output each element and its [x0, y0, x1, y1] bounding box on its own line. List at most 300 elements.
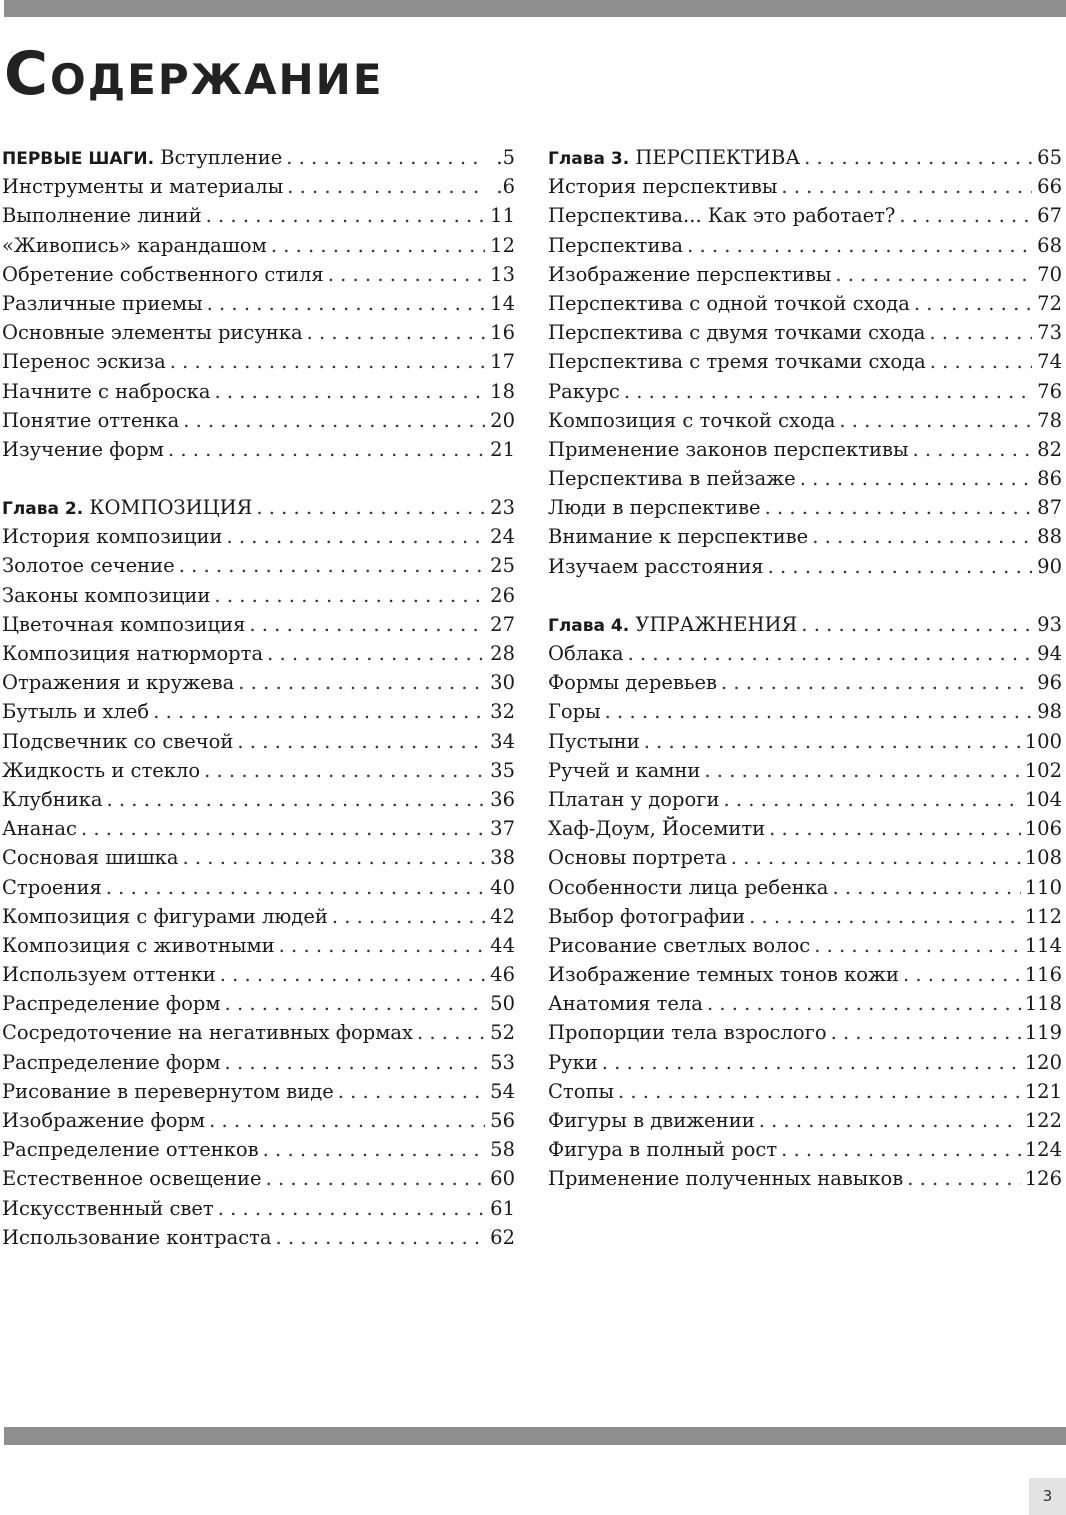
toc-entry[interactable]	[2, 1077, 515, 1106]
toc-entry[interactable]	[548, 1018, 1062, 1047]
entry-title-text: Выбор фотографии	[548, 904, 746, 928]
toc-entry[interactable]	[2, 318, 515, 347]
entry-title-text: Перспектива	[548, 233, 684, 257]
chapter-title: УПРАЖНЕНИЯ	[629, 612, 798, 636]
dot-leader	[723, 785, 1020, 814]
dot-leader	[781, 172, 1032, 201]
toc-entry[interactable]	[548, 1106, 1062, 1135]
toc-entry[interactable]	[2, 785, 515, 814]
toc-entry-title	[2, 347, 166, 376]
toc-entry-title	[2, 1018, 413, 1047]
entry-title-text: Перспектива с тремя точками схода	[548, 350, 926, 374]
dot-leader	[769, 814, 1021, 843]
toc-entry-title	[2, 1077, 334, 1106]
toc-entry[interactable]	[548, 785, 1062, 814]
toc-entry[interactable]	[2, 347, 515, 376]
toc-entry-title	[2, 960, 216, 989]
entry-title-text: Отражения и кружева	[2, 671, 235, 695]
entry-title-text: Композиция с фигурами людей	[2, 904, 328, 928]
entry-title-text: Фигуры в движении	[548, 1109, 755, 1132]
dot-leader	[249, 610, 485, 639]
toc-entry-title	[548, 610, 797, 641]
toc-entry[interactable]	[548, 1164, 1062, 1193]
dot-leader	[170, 347, 485, 376]
toc-entry-page: 34	[490, 729, 515, 753]
entry-title-text: Естественное освещение	[2, 1167, 262, 1191]
toc-entry-page: 100	[1024, 729, 1062, 753]
toc-entry-page: 112	[1024, 904, 1062, 928]
toc-entry-title	[548, 668, 717, 697]
entry-title-text: Распределение оттенков	[2, 1138, 259, 1162]
toc-entry-title	[548, 727, 640, 756]
toc-entry[interactable]	[2, 727, 515, 756]
dot-leader	[759, 1106, 1021, 1135]
dot-leader	[913, 435, 1032, 464]
toc-entry-page: 70	[1037, 262, 1062, 286]
chapter-label: Глава 3.	[548, 149, 630, 169]
toc-entry-page: 93	[1037, 612, 1062, 636]
toc-entry-title	[548, 522, 808, 551]
entry-title-text: Распределение форм	[2, 992, 221, 1016]
entry-title-text: Инструменты и материалы	[2, 175, 284, 199]
toc-entry[interactable]	[2, 522, 515, 551]
toc-entry-page: 13	[490, 262, 515, 286]
entry-title-text: Законы композиции	[2, 583, 211, 607]
dot-leader	[781, 1135, 1021, 1164]
entry-title-text: Изучаем расстояния	[548, 554, 764, 578]
dot-leader	[237, 727, 485, 756]
toc-entry[interactable]	[548, 960, 1062, 989]
toc-entry-title	[548, 1077, 614, 1106]
toc-entry-title	[2, 843, 179, 872]
chapter-label: Глава 4.	[548, 615, 630, 636]
bottom-rule	[4, 1427, 1066, 1445]
entry-title-text: Пропорции тела взрослого	[548, 1021, 827, 1045]
dot-leader	[618, 1077, 1021, 1106]
toc-entry[interactable]	[2, 697, 515, 726]
toc-entry[interactable]	[2, 201, 515, 230]
toc-entry-title	[548, 464, 796, 493]
toc-entry-page: 73	[1037, 321, 1062, 345]
toc-entry-title	[2, 610, 245, 639]
toc-entry-page: 94	[1037, 642, 1062, 665]
toc-entry[interactable]	[548, 697, 1062, 726]
toc-entry-page: 76	[1037, 379, 1062, 403]
toc-entry-page: 60	[490, 1167, 515, 1191]
chapter-label: Глава 2.	[2, 499, 84, 520]
toc-entry-title	[548, 814, 765, 843]
toc-entry-title	[548, 931, 810, 960]
dot-leader	[328, 260, 485, 289]
toc-entry-title	[548, 1135, 777, 1164]
dot-leader	[183, 406, 485, 435]
toc-entry[interactable]	[548, 493, 1062, 522]
toc-entry-title	[548, 873, 828, 902]
toc-entry-title	[2, 231, 267, 260]
dot-leader	[749, 902, 1021, 931]
toc-entry-title	[548, 260, 831, 289]
toc-entry[interactable]	[548, 377, 1062, 406]
toc-entry-title	[548, 231, 683, 260]
toc-entry[interactable]	[548, 727, 1062, 756]
dot-leader	[899, 201, 1032, 230]
entry-title-text: Формы деревьев	[548, 671, 717, 695]
dot-leader	[226, 522, 485, 551]
toc-entry-title	[2, 697, 149, 726]
toc-entry-page: 23	[490, 496, 515, 520]
entry-title-text: Перспектива в пейзаже	[548, 467, 796, 491]
dot-leader	[801, 610, 1032, 639]
toc-entry[interactable]	[2, 1048, 515, 1077]
toc-entry[interactable]	[2, 581, 515, 610]
dot-leader	[930, 347, 1032, 376]
dot-leader	[644, 727, 1021, 756]
toc-entry[interactable]	[548, 347, 1062, 376]
toc-entry-page: 65	[1037, 146, 1062, 169]
dot-leader	[256, 493, 485, 522]
toc-entry[interactable]	[2, 1164, 515, 1193]
dot-leader	[287, 172, 485, 201]
dot-leader	[907, 1164, 1021, 1193]
toc-entry-title	[2, 639, 263, 668]
dot-leader	[605, 697, 1032, 726]
entry-title-text: Применение законов перспективы	[548, 437, 909, 461]
toc-entry[interactable]	[548, 1135, 1062, 1164]
toc-entry-title	[548, 552, 764, 581]
toc-entry-title	[548, 639, 624, 668]
entry-title-text: Использование контраста	[2, 1225, 272, 1249]
dot-leader	[831, 1018, 1021, 1047]
dot-leader	[338, 1077, 485, 1106]
toc-entry-title	[2, 785, 103, 814]
toc-entry-page: 40	[490, 875, 515, 899]
entry-title-text: Применение полученных навыков	[548, 1167, 904, 1191]
toc-entry-title	[548, 1018, 827, 1047]
toc-entry-title	[2, 522, 222, 551]
entry-title-text: Различные приемы	[2, 291, 203, 315]
toc-entry-title	[548, 289, 910, 318]
toc-entry-page: .5	[496, 146, 515, 169]
toc-entry[interactable]	[2, 902, 515, 931]
toc-entry-page: 66	[1037, 175, 1062, 199]
entry-title-text: Внимание к перспективе	[548, 525, 809, 549]
toc-entry[interactable]	[2, 931, 515, 960]
toc-entry-page: 52	[490, 1021, 515, 1045]
toc-entry-title	[548, 201, 895, 230]
toc-entry[interactable]	[2, 1223, 515, 1252]
toc-entry[interactable]	[2, 873, 515, 902]
dot-leader	[721, 668, 1032, 697]
entry-title-text: Сосредоточение на негативных формах	[2, 1021, 413, 1045]
toc-entry[interactable]	[2, 231, 515, 260]
toc-entry[interactable]	[548, 668, 1062, 697]
toc-entry-page: 42	[490, 904, 515, 928]
toc-entry-page: 35	[490, 758, 515, 782]
dot-leader	[207, 289, 485, 318]
toc-right-column	[548, 143, 1062, 1194]
entry-title-text: Подсвечник со свечой	[2, 729, 234, 753]
dot-leader	[628, 639, 1032, 668]
dot-leader	[835, 260, 1032, 289]
toc-entry-page: 50	[490, 992, 515, 1016]
toc-entry-title	[2, 989, 221, 1018]
dot-leader	[768, 552, 1032, 581]
toc-entry[interactable]	[2, 1194, 515, 1223]
toc-entry-page: 25	[490, 554, 515, 578]
entry-title-text: Понятие оттенка	[2, 408, 180, 432]
toc-entry-page: 106	[1024, 817, 1062, 841]
dot-leader	[209, 1106, 485, 1135]
entry-title-text: Пустыни	[548, 729, 640, 753]
toc-entry[interactable]	[548, 610, 1062, 639]
toc-entry-page: 82	[1037, 437, 1062, 461]
toc-entry[interactable]	[548, 552, 1062, 581]
toc-entry[interactable]	[548, 1048, 1062, 1077]
toc-entry-page: 87	[1037, 496, 1062, 520]
toc-entry-page: 74	[1037, 350, 1062, 374]
dot-leader	[106, 873, 485, 902]
dot-leader	[238, 668, 485, 697]
dot-leader	[276, 1223, 485, 1252]
page-number: 3	[1029, 1478, 1066, 1515]
toc-entry-page: 16	[490, 321, 515, 345]
toc-entry[interactable]	[548, 756, 1062, 785]
entry-title-text: Бутыль и хлеб	[2, 700, 150, 724]
toc-entry-title	[2, 143, 282, 174]
toc-entry-title	[2, 902, 328, 931]
toc-entry-page: 18	[490, 379, 515, 403]
dot-leader	[804, 143, 1032, 172]
toc-entry[interactable]	[548, 639, 1062, 668]
toc-entry-title	[2, 1164, 262, 1193]
toc-entry-title	[2, 814, 77, 843]
toc-entry-title	[2, 873, 102, 902]
toc-entry-page: 102	[1024, 758, 1062, 782]
dot-leader	[204, 756, 485, 785]
toc-entry[interactable]	[548, 318, 1062, 347]
toc-entry-page: 58	[490, 1138, 515, 1162]
toc-entry-title	[548, 697, 601, 726]
dot-leader	[417, 1018, 485, 1047]
dot-leader	[107, 785, 486, 814]
entry-title-text: Обретение собственного стиля	[2, 262, 324, 286]
toc-entry-title	[2, 727, 233, 756]
entry-title-text: Анатомия тела	[548, 992, 703, 1016]
entry-title-text: Сосновая шишка	[2, 846, 179, 870]
toc-entry-title	[2, 406, 179, 435]
entry-title-text: Рисование светлых волос	[548, 933, 811, 957]
toc-entry-title	[548, 347, 926, 376]
entry-title-text: Ручей и камни	[548, 758, 701, 782]
toc-entry[interactable]	[548, 143, 1062, 172]
toc-entry[interactable]	[2, 1018, 515, 1047]
dot-leader	[220, 960, 485, 989]
dot-leader	[286, 143, 485, 172]
toc-entry[interactable]	[2, 668, 515, 697]
toc-entry[interactable]	[548, 873, 1062, 902]
chapter-title: ПЕРСПЕКТИВА	[629, 146, 801, 169]
toc-entry-page: 20	[490, 408, 515, 432]
toc-entry[interactable]	[548, 435, 1062, 464]
toc-entry-page: .6	[496, 175, 515, 199]
dot-leader	[903, 960, 1021, 989]
entry-title-text: Платан у дороги	[548, 787, 720, 811]
toc-entry-title	[548, 143, 800, 174]
toc-entry[interactable]	[2, 551, 515, 580]
toc-entry-title	[2, 201, 202, 230]
entry-title-text: Облака	[548, 642, 624, 665]
entry-title-text: Золотое сечение	[2, 554, 175, 578]
toc-entry[interactable]	[548, 1077, 1062, 1106]
toc-entry-page: 114	[1024, 933, 1062, 957]
toc-entry[interactable]	[2, 989, 515, 1018]
toc-entry-title	[548, 318, 925, 347]
entry-title-text: Клубника	[2, 787, 103, 811]
dot-leader	[183, 843, 486, 872]
toc-entry[interactable]	[548, 989, 1062, 1018]
toc-entry-page: 46	[490, 963, 515, 987]
toc-entry-title	[548, 843, 727, 872]
toc-entry-title	[2, 551, 175, 580]
page-title: Содержание	[4, 39, 384, 109]
toc-entry[interactable]	[2, 960, 515, 989]
toc-entry-page: 61	[490, 1196, 515, 1220]
entry-title-text: Основы портрета	[548, 846, 727, 870]
dot-leader	[731, 843, 1021, 872]
dot-leader	[929, 318, 1032, 347]
chapter-label: ПЕРВЫЕ ШАГИ.	[2, 149, 155, 169]
toc-entry-page: 108	[1024, 846, 1062, 870]
toc-entry[interactable]	[548, 172, 1062, 201]
toc-entry-title	[2, 1106, 205, 1135]
toc-entry-page: 44	[490, 933, 515, 957]
toc-entry[interactable]	[548, 902, 1062, 931]
toc-entry-title	[2, 318, 303, 347]
chapter-title: КОМПОЗИЦИЯ	[83, 496, 253, 520]
toc-entry[interactable]	[2, 377, 515, 406]
toc-entry[interactable]	[2, 493, 515, 522]
entry-title-text: Ананас	[2, 817, 77, 841]
entry-title-text: История композиции	[2, 525, 223, 549]
toc-entry[interactable]	[548, 814, 1062, 843]
dot-leader	[267, 639, 485, 668]
toc-entry[interactable]	[548, 464, 1062, 493]
entry-title-text: Распределение форм	[2, 1050, 221, 1074]
dot-leader	[812, 522, 1032, 551]
toc-entry-page: 21	[490, 437, 515, 461]
toc-entry[interactable]	[548, 201, 1062, 230]
entry-title-text: Основные элементы рисунка	[2, 321, 303, 345]
toc-entry[interactable]	[2, 610, 515, 639]
toc-entry-title	[548, 785, 719, 814]
toc-entry[interactable]	[2, 260, 515, 289]
dot-leader	[179, 551, 485, 580]
toc-entry-title	[548, 406, 835, 435]
toc-entry[interactable]	[2, 843, 515, 872]
entry-title-text: Перенос эскиза	[2, 350, 166, 374]
toc-entry-page: 53	[490, 1050, 515, 1074]
toc-entry-page: 26	[490, 583, 515, 607]
toc-entry-page: 56	[490, 1109, 515, 1132]
toc-entry[interactable]	[548, 931, 1062, 960]
toc-entry-page: 24	[490, 525, 515, 549]
toc-entry-page: 62	[490, 1225, 515, 1249]
toc-entry-title	[548, 435, 909, 464]
toc-entry[interactable]	[2, 1135, 515, 1164]
entry-title-text: Изображение перспективы	[548, 262, 832, 286]
dot-leader	[153, 697, 485, 726]
toc-entry[interactable]	[2, 814, 515, 843]
toc-entry[interactable]	[2, 143, 515, 172]
toc-entry-title	[548, 756, 700, 785]
dot-leader	[225, 1048, 485, 1077]
toc-entry-page: 126	[1024, 1167, 1062, 1191]
toc-entry[interactable]	[2, 1106, 515, 1135]
toc-entry-page: 78	[1037, 408, 1062, 432]
toc-entry[interactable]	[548, 289, 1062, 318]
entry-title-text: Ракурс	[548, 379, 620, 403]
toc-entry-page: 90	[1037, 554, 1062, 578]
entry-title-text: Используем оттенки	[2, 963, 216, 987]
toc-entry-page: 116	[1024, 963, 1062, 987]
toc-entry-title	[2, 1194, 214, 1223]
chapter-title: Вступление	[154, 146, 283, 169]
dot-leader	[214, 581, 485, 610]
toc-entry[interactable]	[548, 843, 1062, 872]
toc-entry[interactable]	[2, 406, 515, 435]
toc-entry[interactable]	[2, 289, 515, 318]
toc-entry-page: 72	[1037, 291, 1062, 315]
dot-leader	[765, 493, 1032, 522]
toc-entry[interactable]	[548, 260, 1062, 289]
toc-entry-page: 86	[1037, 467, 1062, 491]
toc-entry-page: 119	[1024, 1021, 1062, 1045]
toc-entry[interactable]	[2, 435, 515, 464]
toc-entry[interactable]	[548, 231, 1062, 260]
entry-title-text: Перспектива... Как это работает?	[548, 204, 896, 228]
toc-section	[2, 493, 515, 1252]
entry-title-text: История перспективы	[548, 175, 778, 199]
toc-entry-title	[548, 377, 620, 406]
toc-entry-title	[548, 989, 703, 1018]
toc-entry[interactable]	[2, 172, 515, 201]
toc-entry-page: 96	[1037, 671, 1062, 695]
toc-entry-title	[2, 1048, 221, 1077]
dot-leader	[332, 902, 485, 931]
entry-title-text: «Живопись» карандашом	[2, 233, 267, 257]
dot-leader	[687, 231, 1032, 260]
toc-entry[interactable]	[2, 756, 515, 785]
entry-title-text: Рисование в перевернутом виде	[2, 1079, 334, 1103]
dot-leader	[81, 814, 485, 843]
toc-entry-title	[2, 931, 275, 960]
toc-entry[interactable]	[2, 639, 515, 668]
toc-entry[interactable]	[548, 406, 1062, 435]
toc-entry-page: 54	[490, 1079, 515, 1103]
entry-title-text: Особенности лица ребенка	[548, 875, 829, 899]
toc-entry-title	[548, 902, 745, 931]
toc-entry-title	[2, 1223, 272, 1252]
toc-entry-page: 122	[1024, 1109, 1062, 1132]
toc-entry[interactable]	[548, 522, 1062, 551]
dot-leader	[704, 756, 1020, 785]
entry-title-text: Горы	[548, 700, 601, 724]
entry-title-text: Цветочная композиция	[2, 612, 246, 636]
dot-leader	[168, 435, 485, 464]
toc-entry-page: 38	[490, 846, 515, 870]
toc-entry-page: 27	[490, 612, 515, 636]
dot-leader	[271, 231, 485, 260]
